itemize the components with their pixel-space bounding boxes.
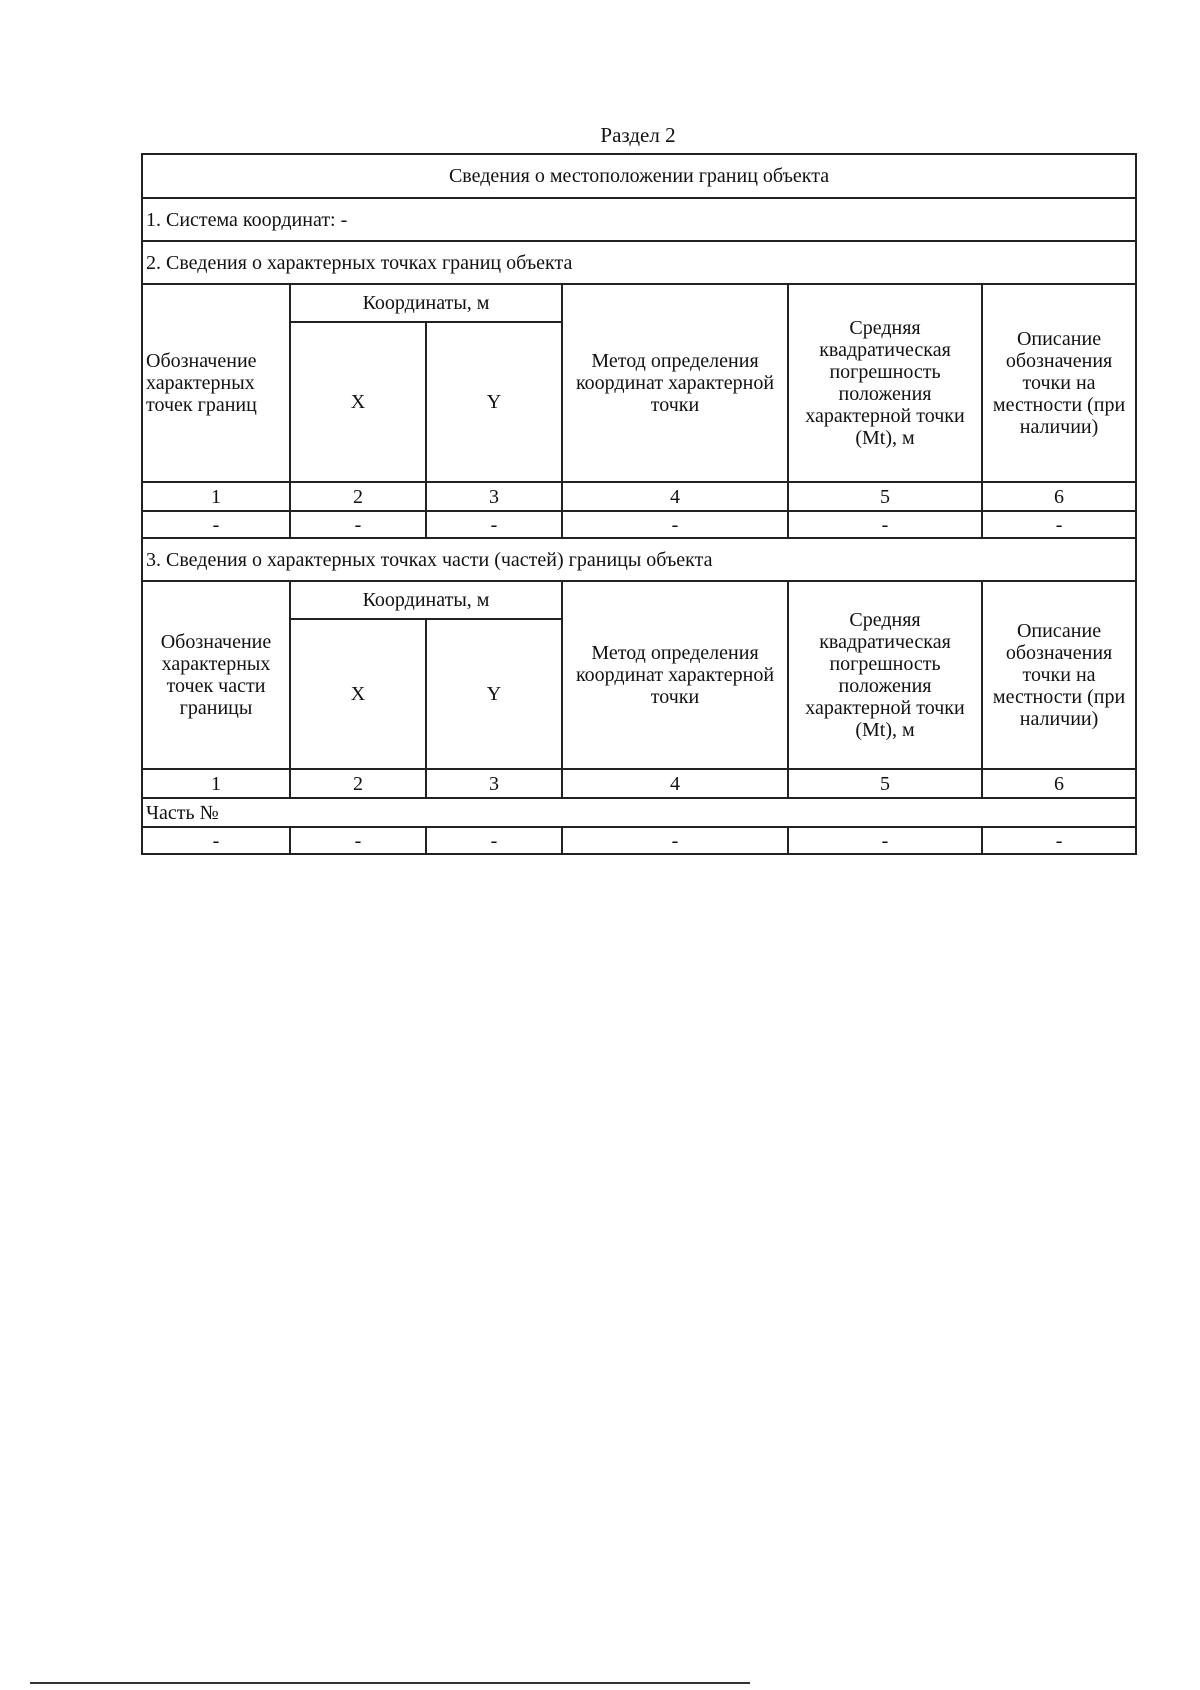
- section3-header-y: Y: [426, 619, 562, 769]
- table-cell: -: [142, 511, 290, 538]
- page-bottom-rule: [30, 1682, 750, 1684]
- section3-header-method: Метод определения координат характерной точки: [562, 581, 788, 769]
- column-number: 5: [788, 482, 982, 511]
- column-number: 3: [426, 482, 562, 511]
- table-row: [142, 511, 1136, 538]
- section-title: Раздел 2: [600, 123, 676, 147]
- table-cell: -: [562, 827, 788, 854]
- part-label: Часть №: [142, 798, 1136, 827]
- section2-header-description: Описание обозначения точки на местности (при наличии): [982, 284, 1136, 482]
- table-row: [142, 827, 1136, 854]
- section2-header-designation: Обозначение характерных точек границ: [142, 284, 290, 482]
- column-number: 5: [788, 769, 982, 798]
- section2-header-error: Средняя квадратическая погрешность положения характерной точки (Mt), м: [788, 284, 982, 482]
- table-cell: -: [142, 827, 290, 854]
- coordinate-system: 1. Система координат: -: [142, 198, 1136, 241]
- boundary-location-table: [141, 153, 1137, 855]
- table-cell: -: [788, 511, 982, 538]
- table-cell: -: [788, 827, 982, 854]
- table-cell: -: [982, 511, 1136, 538]
- table-cell: -: [290, 511, 426, 538]
- section3-header-coordinates: Координаты, м: [290, 581, 562, 619]
- table-cell: -: [426, 511, 562, 538]
- section3-header-x: X: [290, 619, 426, 769]
- section2-header-method: Метод определения координат характерной точки: [562, 284, 788, 482]
- section2-header-x: X: [290, 322, 426, 482]
- column-number: 4: [562, 769, 788, 798]
- section3-title: 3. Сведения о характерных точках части (частей) границы объекта: [142, 538, 1136, 581]
- section3-header-description: Описание обозначения точки на местности (при наличии): [982, 581, 1136, 769]
- column-number: 1: [142, 482, 290, 511]
- column-number: 4: [562, 482, 788, 511]
- table-cell: -: [982, 827, 1136, 854]
- column-number: 6: [982, 769, 1136, 798]
- section2-title: 2. Сведения о характерных точках границ объекта: [142, 241, 1136, 284]
- section3-header-error: Средняя квадратическая погрешность положения характерной точки (Mt), м: [788, 581, 982, 769]
- column-number: 3: [426, 769, 562, 798]
- table-cell: -: [562, 511, 788, 538]
- column-number: 2: [290, 769, 426, 798]
- table-title: Сведения о местоположении границ объекта: [142, 154, 1136, 198]
- column-number: 6: [982, 482, 1136, 511]
- column-number: 2: [290, 482, 426, 511]
- section2-header-coordinates: Координаты, м: [290, 284, 562, 322]
- column-number: 1: [142, 769, 290, 798]
- section2-header-y: Y: [426, 322, 562, 482]
- table-cell: -: [290, 827, 426, 854]
- section3-header-designation: Обозначение характерных точек части границы: [142, 581, 290, 769]
- table-cell: -: [426, 827, 562, 854]
